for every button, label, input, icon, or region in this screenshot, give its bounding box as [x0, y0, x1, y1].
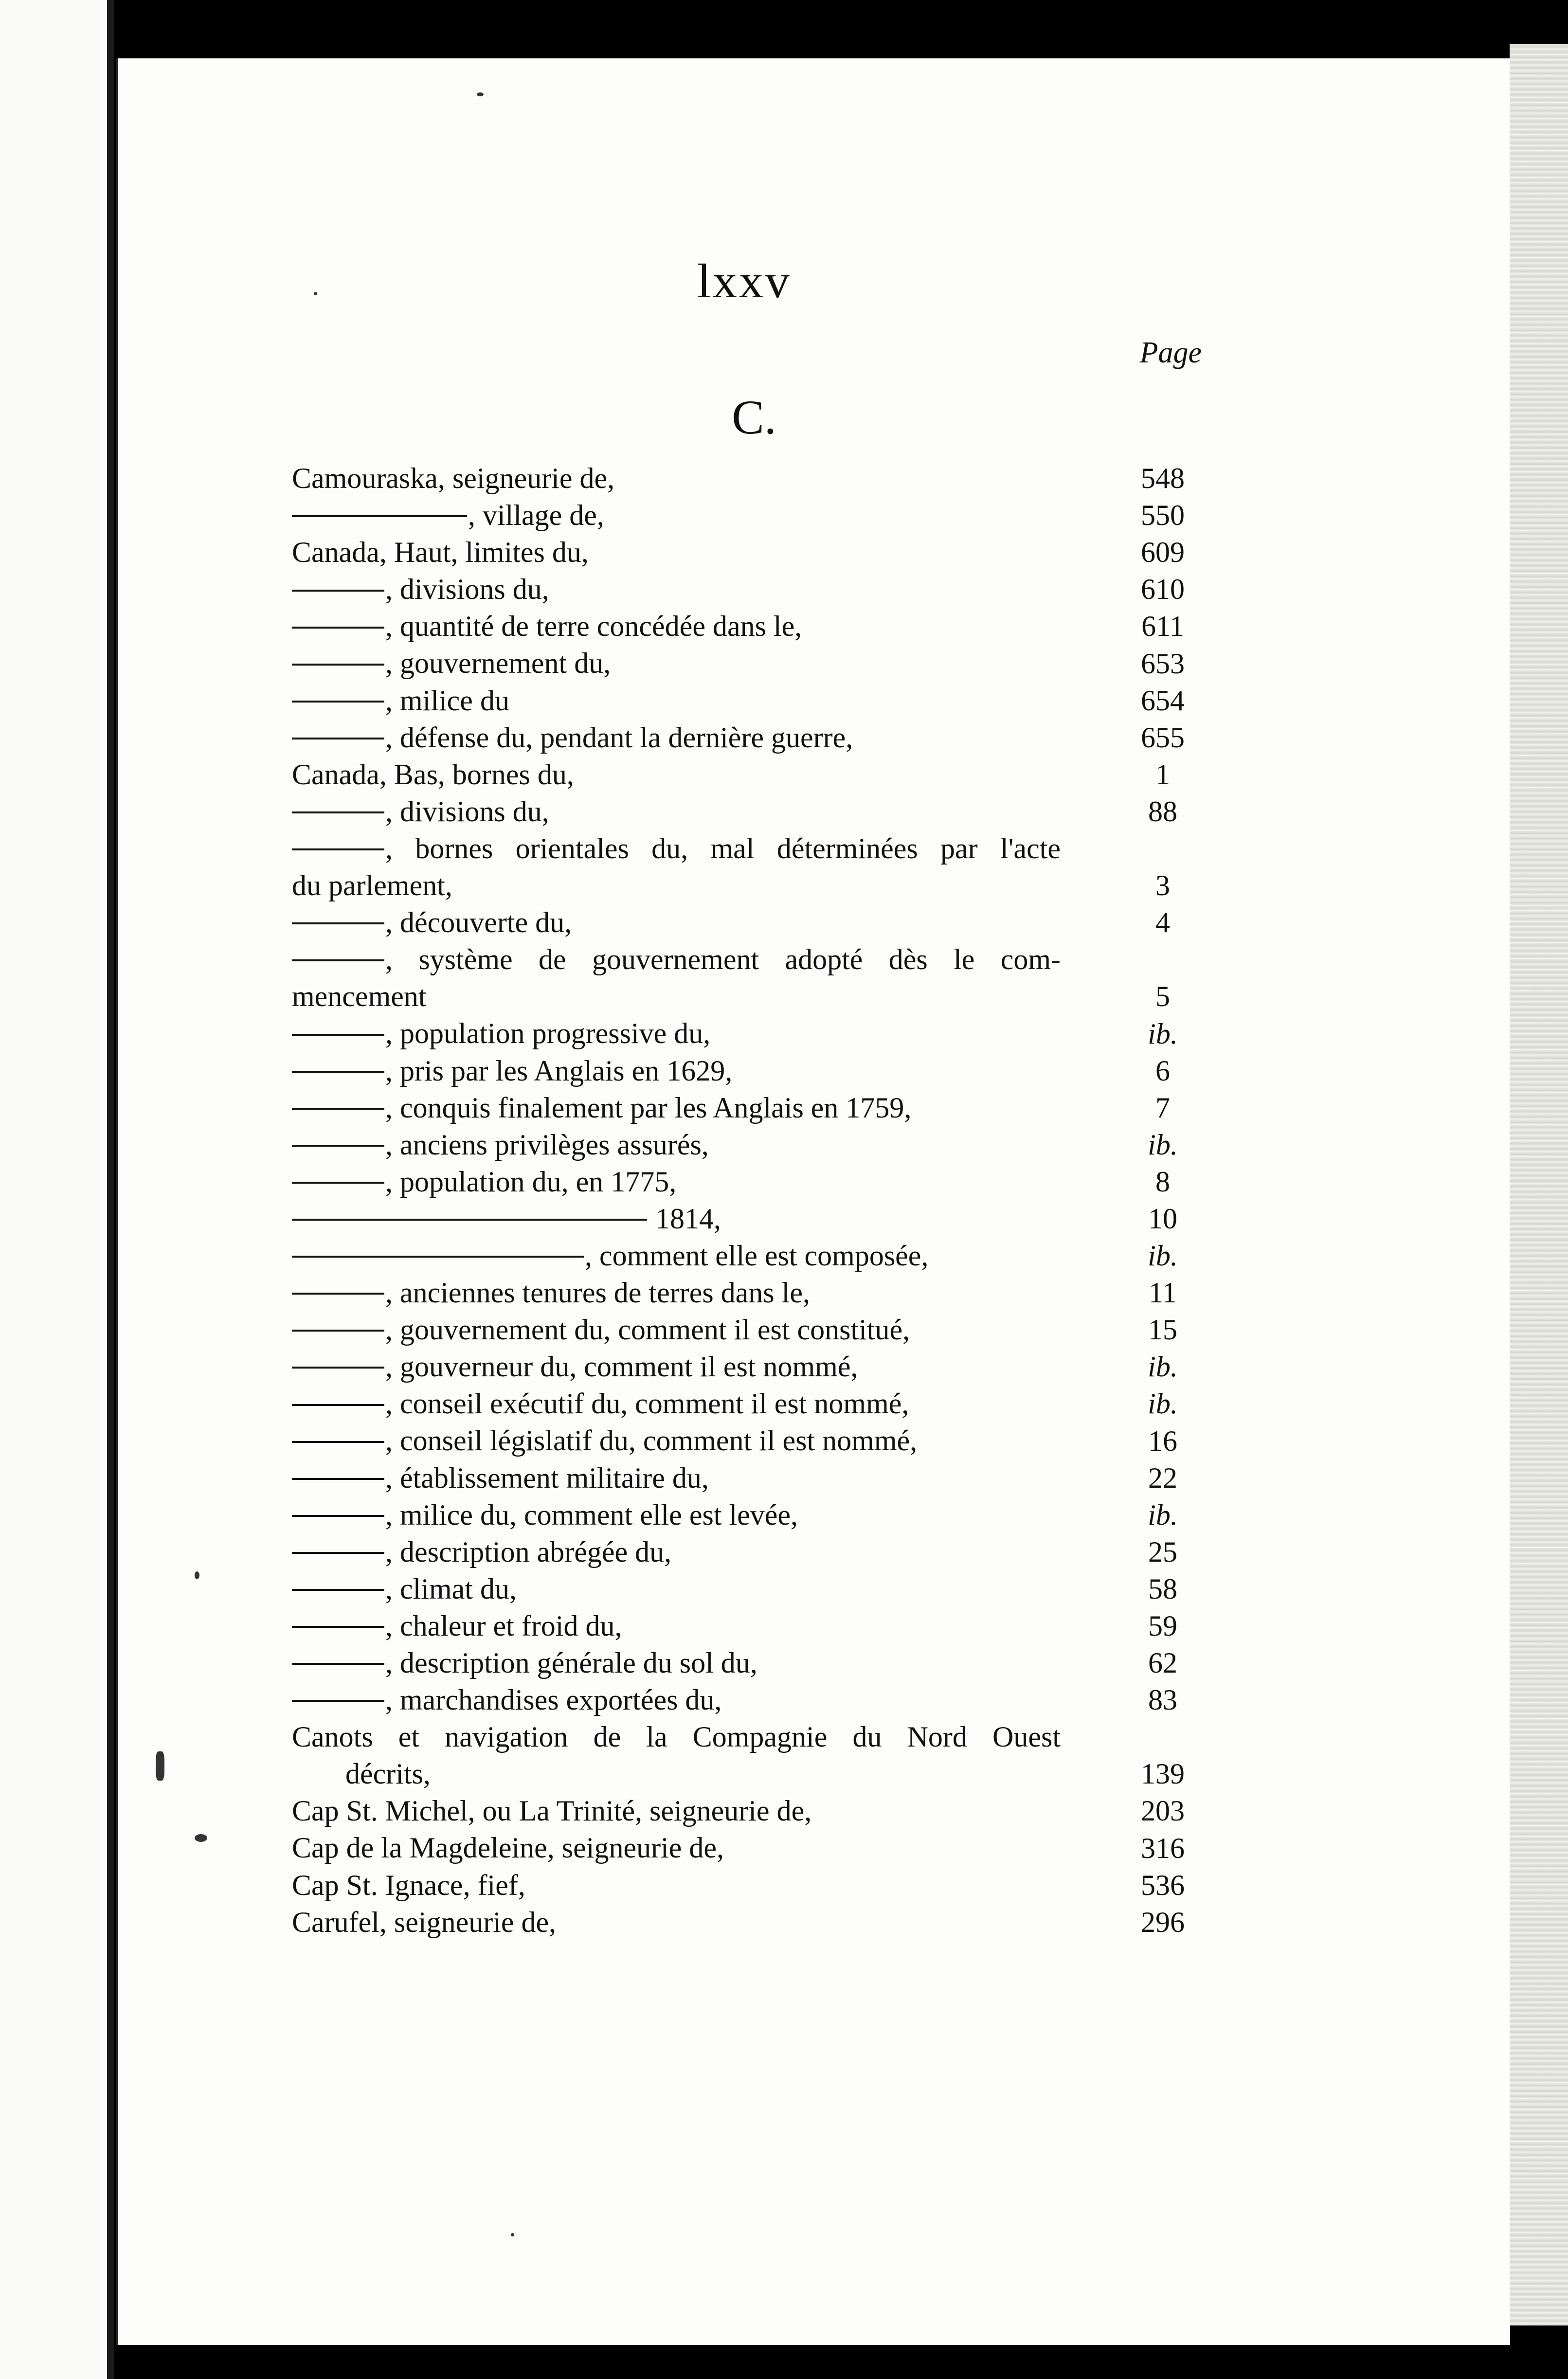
index-entry-text	[292, 1607, 1061, 1644]
index-entry	[292, 645, 1211, 682]
index-entry	[292, 1274, 1211, 1311]
index-entry-text	[292, 1792, 1061, 1829]
ditto-rule	[292, 1219, 647, 1221]
page-reference: 316	[1141, 1832, 1185, 1864]
ditto-rule	[292, 1330, 384, 1332]
entry-heading: , anciens privilèges assurés,	[385, 1128, 709, 1161]
entry-heading: Canada, Bas, bornes du,	[292, 758, 574, 791]
index-entry	[292, 1533, 1211, 1570]
ditto-rule	[292, 1478, 384, 1480]
page-reference: ib.	[1148, 1128, 1178, 1161]
entry-heading: , conseil législatif du, comment il est nommé,	[385, 1424, 918, 1457]
index-entry	[292, 1904, 1211, 1941]
entry-heading: , découverte du,	[385, 906, 572, 939]
entry-heading: , gouvernement du, comment il est constitué,	[385, 1314, 910, 1346]
index-entry	[292, 1681, 1211, 1718]
entry-heading: , population progressive du,	[385, 1017, 711, 1050]
entry-heading: , conquis finalement par les Anglais en 1759,	[385, 1091, 912, 1124]
index-entry-text	[292, 534, 1061, 571]
ditto-rule	[292, 1552, 384, 1554]
entry-heading: , divisions du,	[385, 795, 549, 828]
page-reference: 548	[1141, 462, 1185, 495]
page-column-heading: Page	[1139, 336, 1202, 369]
entry-heading: , comment elle est composée,	[585, 1239, 929, 1272]
entry-heading: , chaleur et froid du,	[385, 1609, 622, 1642]
page-reference: 296	[1141, 1906, 1185, 1938]
index-entry	[292, 1311, 1211, 1348]
entry-heading: , milice du	[385, 684, 509, 717]
index-entry-text	[292, 1015, 1061, 1052]
ditto-rule	[292, 738, 384, 739]
index-entry-text	[292, 719, 1061, 756]
entry-heading: , quantité de terre concédée dans le,	[385, 610, 802, 643]
entry-heading: Camouraska, seigneurie de,	[292, 462, 615, 494]
ditto-rule	[292, 1700, 384, 1702]
index-entry-text	[292, 1570, 1061, 1607]
page-reference: 88	[1148, 795, 1177, 828]
page-reference: 654	[1141, 684, 1185, 717]
index-entry	[292, 1126, 1211, 1163]
index-entry	[292, 1422, 1211, 1459]
entry-heading: , établissement militaire du,	[385, 1461, 709, 1494]
index-entry	[292, 1792, 1211, 1829]
page-reference: 62	[1148, 1647, 1177, 1679]
ink-mark	[195, 1834, 207, 1842]
page-reference: ib.	[1148, 1388, 1178, 1420]
index-entry	[292, 1237, 1211, 1274]
index-entry-text	[292, 1163, 1061, 1200]
page-reference: 139	[1141, 1758, 1185, 1790]
index-entry-text	[292, 830, 1061, 904]
index-entry-text	[292, 682, 1061, 719]
page-reference: 15	[1148, 1314, 1177, 1346]
entry-heading: , village de,	[468, 499, 604, 532]
facing-page-edge	[0, 0, 114, 2379]
ditto-rule	[292, 1626, 384, 1628]
page-reference: 3	[1155, 869, 1170, 902]
page-reference: 550	[1141, 499, 1185, 532]
index-entry-text	[292, 1681, 1061, 1718]
entry-heading: , défense du, pendant la dernière guerre,	[385, 721, 853, 754]
index-entry	[292, 793, 1211, 830]
entry-heading: , description abrégée du,	[385, 1535, 672, 1568]
ditto-rule	[292, 1182, 384, 1184]
page-reference: 7	[1155, 1091, 1170, 1124]
entry-heading: Carufel, seigneurie de,	[292, 1906, 557, 1938]
ditto-rule	[292, 1404, 384, 1406]
entry-heading: 1814,	[648, 1202, 721, 1235]
page-reference: 536	[1141, 1869, 1185, 1901]
ditto-rule	[292, 664, 384, 666]
page-reference: 203	[1141, 1795, 1185, 1827]
ink-speck	[511, 2233, 514, 2236]
index-entry-text	[292, 1460, 1061, 1496]
entry-heading: , marchandises exportées du,	[385, 1684, 722, 1716]
entry-heading: , gouvernement du,	[385, 647, 611, 680]
index-entry-text	[292, 1867, 1061, 1904]
page-reference: 16	[1148, 1424, 1177, 1457]
index-entry-text	[292, 1829, 1061, 1866]
index-entry-text	[292, 756, 1061, 793]
index-entry	[292, 719, 1211, 756]
entry-heading: , pris par les Anglais en 1629,	[385, 1054, 733, 1087]
page-reference: 59	[1148, 1610, 1177, 1642]
page-reference: 610	[1141, 573, 1185, 606]
ditto-rule	[292, 1515, 384, 1517]
entry-heading: , description générale du sol du,	[385, 1647, 757, 1679]
index-entry-text	[292, 941, 1061, 1015]
ink-speck	[477, 92, 484, 96]
index-entries	[292, 460, 1211, 1941]
page-reference: 4	[1155, 906, 1170, 939]
index-entry	[292, 1089, 1211, 1126]
page-stack-edge	[1510, 44, 1568, 2325]
index-entry-text	[292, 1904, 1061, 1941]
ditto-rule	[292, 848, 384, 850]
index-entry	[292, 497, 1211, 534]
entry-heading: , bornes orientales du, mal déterminées par l'acte	[385, 832, 1061, 865]
index-entry-text	[292, 904, 1061, 941]
index-entry	[292, 1163, 1211, 1200]
page-reference: 8	[1155, 1165, 1170, 1198]
index-entry	[292, 460, 1211, 497]
index-entry-text	[292, 1200, 1061, 1237]
index-entry	[292, 1867, 1211, 1904]
index-entry-text	[292, 1237, 1061, 1274]
ditto-rule	[292, 1293, 384, 1295]
index-entry-text	[292, 1718, 1061, 1792]
entry-heading: , conseil exécutif du, comment il est nommé,	[385, 1388, 909, 1420]
ditto-rule	[292, 1589, 384, 1591]
page-reference: ib.	[1148, 1017, 1178, 1050]
index-entry-text	[292, 608, 1061, 645]
entry-heading: Cap de la Magdeleine, seigneurie de,	[292, 1832, 724, 1864]
page-reference: 609	[1141, 536, 1185, 569]
ditto-rule	[292, 1367, 384, 1369]
entry-heading: , système de gouvernement adopté dès le com-	[385, 943, 1061, 976]
page-reference: ib.	[1148, 1351, 1178, 1383]
ditto-rule	[292, 1256, 584, 1258]
page-reference: 6	[1155, 1054, 1170, 1087]
ink-mark	[156, 1751, 164, 1781]
index-entry-text	[292, 645, 1061, 682]
entry-heading: , gouverneur du, comment il est nommé,	[385, 1351, 858, 1383]
index-entry	[292, 904, 1211, 941]
ditto-rule	[292, 1071, 384, 1073]
folio-number: lxxv	[697, 254, 792, 308]
index-entry-text	[292, 1422, 1061, 1459]
page-reference: 611	[1141, 610, 1184, 643]
entry-heading: Cap St. Ignace, fief,	[292, 1869, 525, 1901]
ditto-rule	[292, 922, 384, 924]
ditto-rule	[292, 1108, 384, 1110]
index-entry-text	[292, 1311, 1061, 1348]
index-entry	[292, 1570, 1211, 1607]
index-entry-text	[292, 1385, 1061, 1422]
index-entry-text	[292, 1496, 1061, 1533]
index-entry	[292, 534, 1211, 571]
index-entry-text	[292, 571, 1061, 608]
index-entry-text	[292, 1533, 1061, 1570]
ditto-rule	[292, 1034, 384, 1036]
page-reference: ib.	[1148, 1240, 1178, 1272]
ditto-rule	[292, 701, 384, 703]
page-reference: 58	[1148, 1572, 1177, 1605]
index-entry	[292, 571, 1211, 608]
index-entry	[292, 1385, 1211, 1422]
index-entry	[292, 1607, 1211, 1644]
index-entry-text	[292, 1348, 1061, 1385]
index-entry	[292, 1718, 1211, 1792]
index-entry	[292, 682, 1211, 719]
page-reference: 83	[1148, 1684, 1177, 1716]
page-reference: 655	[1141, 721, 1185, 754]
ink-speck	[195, 1571, 199, 1579]
page-reference: 10	[1148, 1202, 1177, 1235]
index-entry	[292, 1015, 1211, 1052]
ditto-rule	[292, 515, 467, 517]
index-entry-text	[292, 1274, 1061, 1311]
index-entry	[292, 1460, 1211, 1496]
entry-heading: , climat du,	[385, 1572, 517, 1605]
index-entry	[292, 608, 1211, 645]
entry-continuation: décrits,	[345, 1758, 431, 1790]
ditto-rule	[292, 1145, 384, 1147]
entry-continuation: du parlement,	[292, 869, 452, 901]
ditto-rule	[292, 811, 384, 813]
page-reference: 25	[1148, 1535, 1177, 1568]
index-entry	[292, 1829, 1211, 1866]
page-reference: 11	[1149, 1277, 1177, 1309]
index-entry-text	[292, 1126, 1061, 1163]
page-reference: 1	[1155, 758, 1170, 791]
page-reference: 5	[1155, 980, 1170, 1013]
ditto-rule	[292, 627, 384, 629]
ditto-rule	[292, 590, 384, 592]
index-entry	[292, 941, 1211, 1015]
entry-heading: , anciennes tenures de terres dans le,	[385, 1277, 810, 1309]
index-entry	[292, 1052, 1211, 1089]
index-entry-text	[292, 1644, 1061, 1681]
index-entry-text	[292, 1089, 1061, 1126]
index-entry-text	[292, 1052, 1061, 1089]
entry-heading: Canada, Haut, limites du,	[292, 536, 589, 569]
section-letter: C.	[732, 390, 776, 444]
index-entry	[292, 830, 1211, 904]
entry-heading: , milice du, comment elle est levée,	[385, 1498, 798, 1531]
page-reference: ib.	[1148, 1498, 1178, 1531]
entry-heading: Canots et navigation de la Compagnie du Nord Ouest	[292, 1721, 1061, 1753]
index-entry-text	[292, 497, 1061, 534]
index-entry	[292, 1200, 1211, 1237]
ditto-rule	[292, 1441, 384, 1443]
ink-speck	[314, 292, 317, 295]
entry-continuation: mencement	[292, 980, 427, 1013]
page-reference: 22	[1148, 1461, 1177, 1494]
entry-heading: , population du, en 1775,	[385, 1165, 677, 1198]
ditto-rule	[292, 1663, 384, 1665]
ditto-rule	[292, 959, 384, 961]
entry-heading: Cap St. Michel, ou La Trinité, seigneurie de,	[292, 1795, 812, 1827]
entry-heading: , divisions du,	[385, 573, 549, 606]
index-entry-text	[292, 793, 1061, 830]
index-entry	[292, 1348, 1211, 1385]
index-entry	[292, 1644, 1211, 1681]
index-entry-text	[292, 460, 1061, 497]
page-reference: 653	[1141, 647, 1185, 680]
index-entry	[292, 756, 1211, 793]
index-entry	[292, 1496, 1211, 1533]
